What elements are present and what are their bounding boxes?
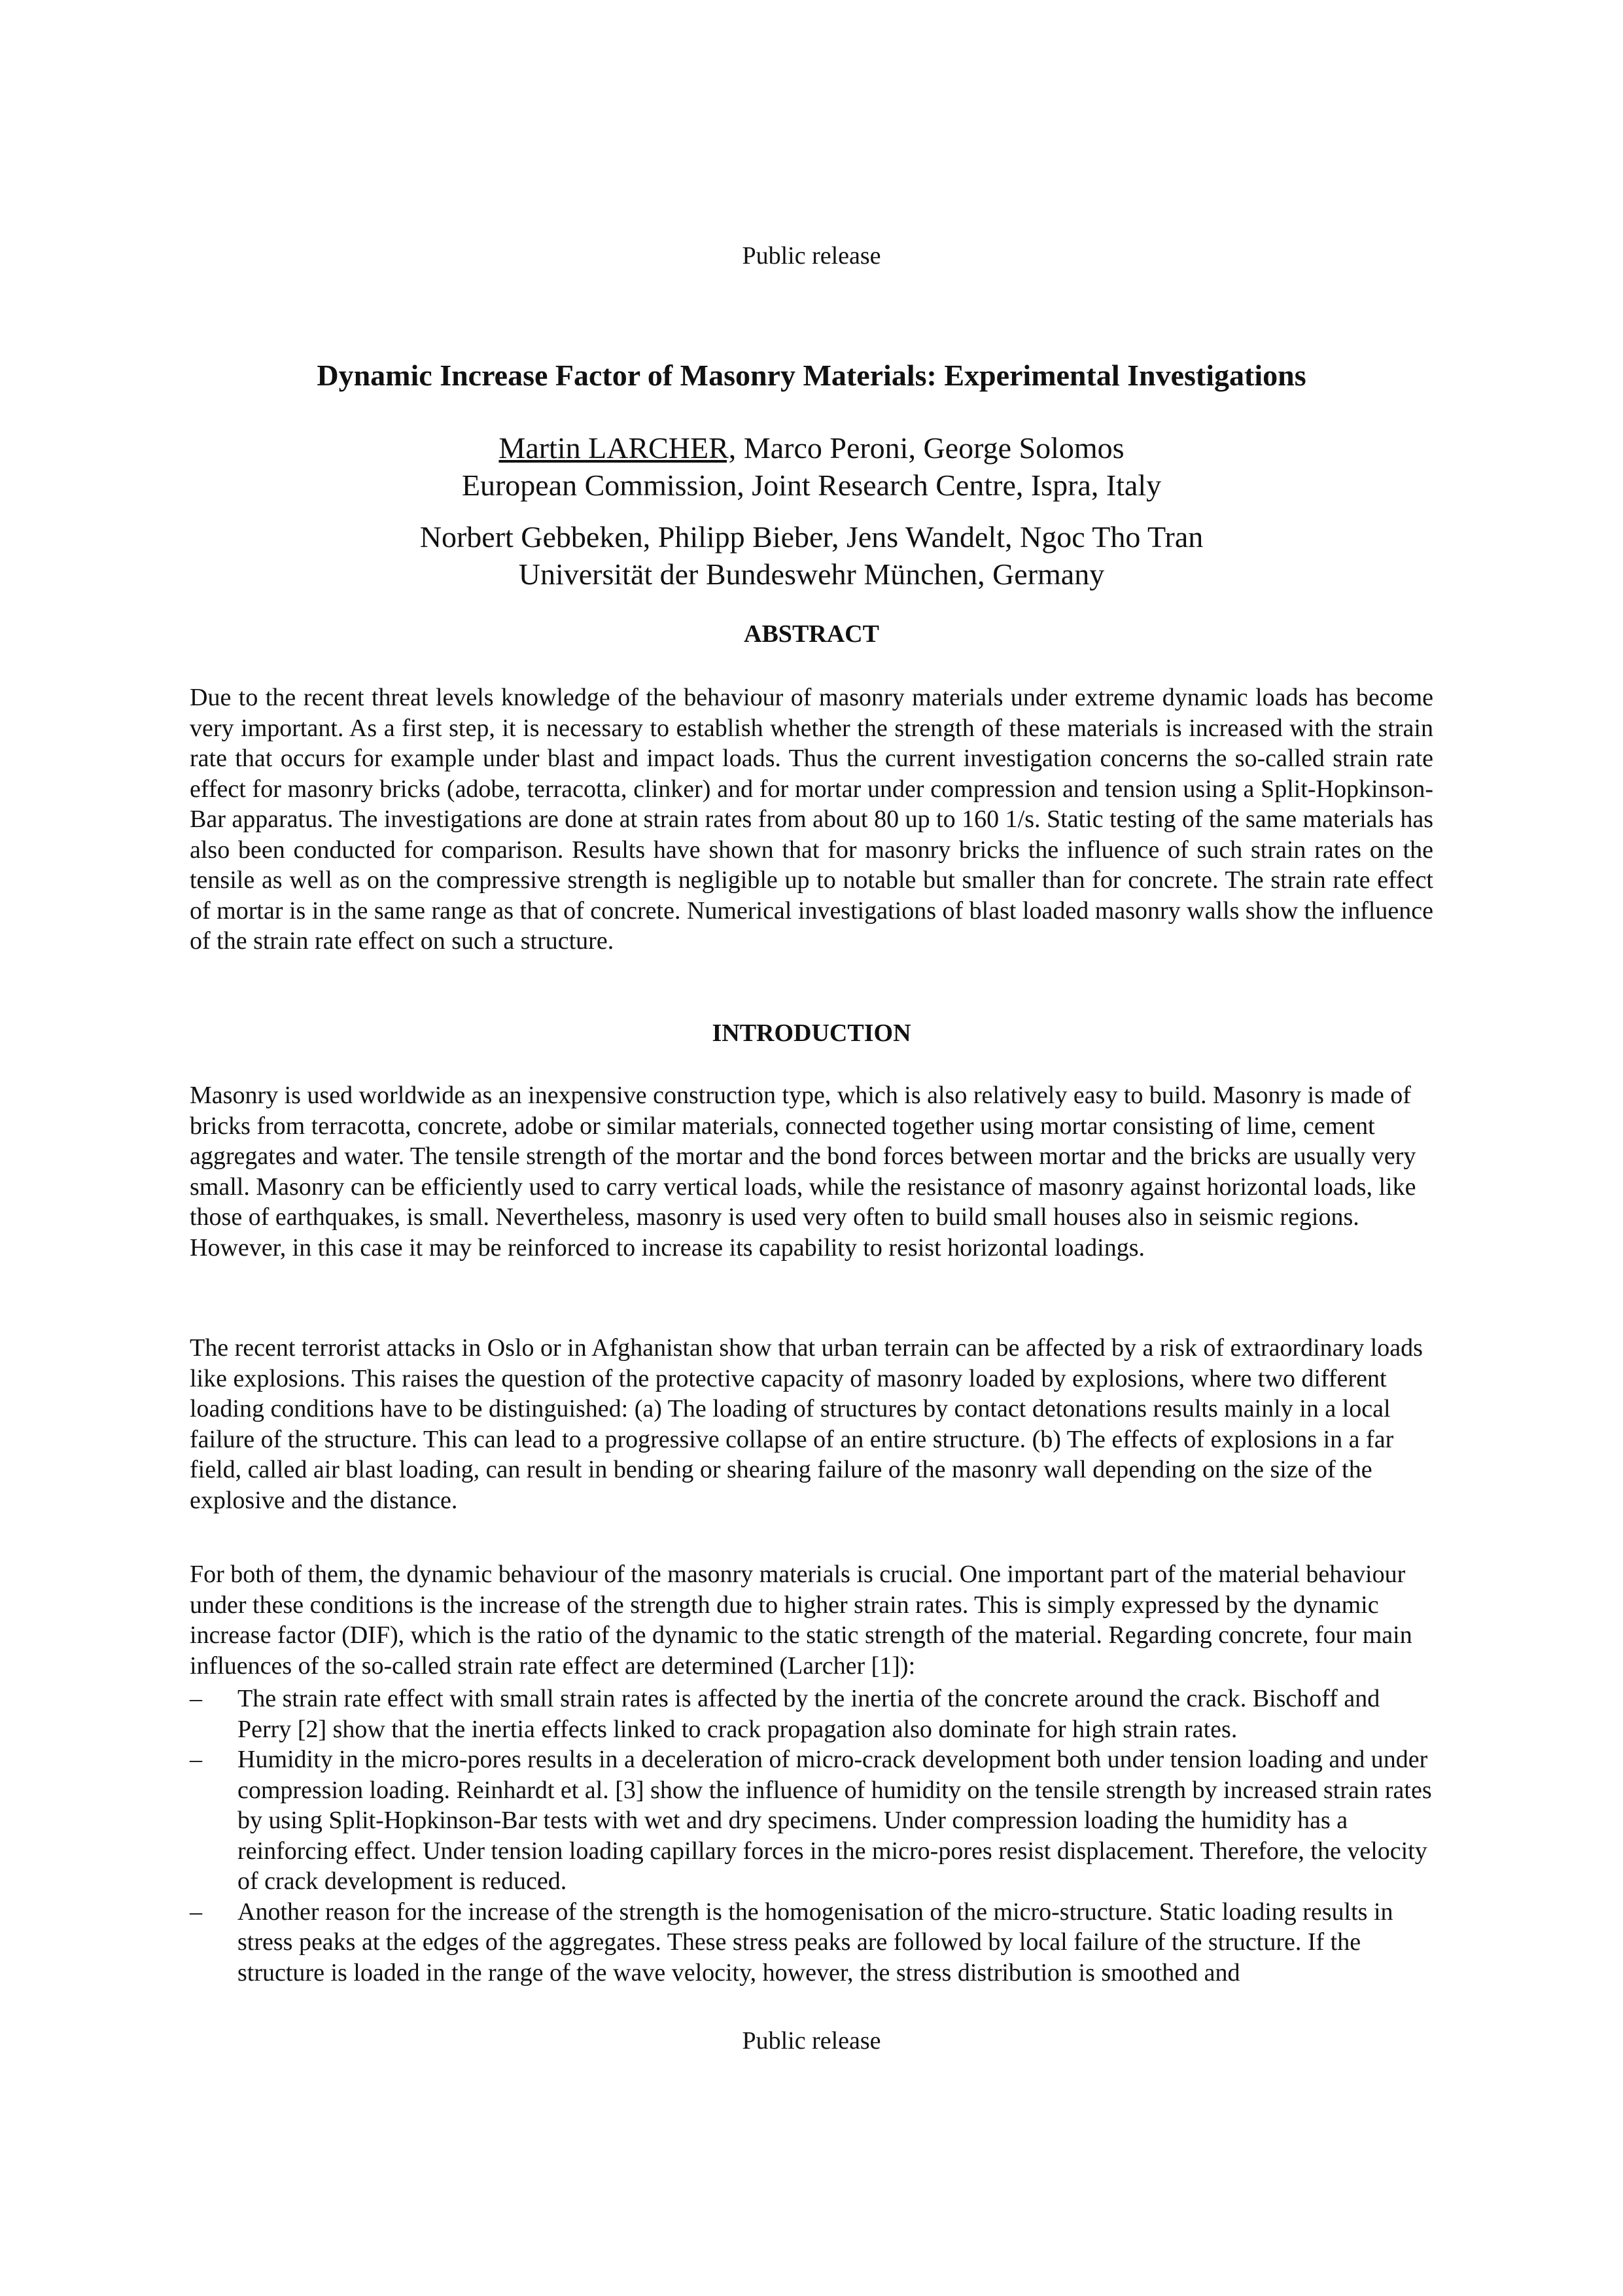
affiliation-2: Universität der Bundeswehr München, Germany <box>518 557 1105 591</box>
list-item-text: Humidity in the micro-pores results in a deceleration of micro-crack development both under tension loading and under compression loading. Reinhardt et al. [3] show the influence of humidity on the tensile strength by increased strain rates by using Split-Hopkinson-Bar tests with wet and dry specimens. Under compression loading the humidity has a reinforcing effect. Under tension loading capillary forces in the micro-pores resist displacement. Therefore, the velocity of crack development is reduced. <box>237 1746 1432 1895</box>
presenting-author: Martin LARCHER, <box>498 431 737 465</box>
abstract-text: Due to the recent threat levels knowledge of the behaviour of masonry materials under extreme dynamic loads has become very important. As a first step, it is necessary to establish whether the strength of these materials is increased with the strain rate that occurs for example under blast and impact loads. Thus the current investigation concerns the so-called strain rate effect for masonry bricks (adobe, terracotta, clinker) and for mortar under compression and tension using a Split-Hopkinson-Bar apparatus. The investigations are done at strain rates from about 80 up to 160 1/s. Static testing of the same materials has also been conducted for comparison. Results have shown that for masonry bricks the influence of such strain rates on the tensile as well as on the compressive strength is negligible up to notable but smaller than for concrete. The strain rate effect of mortar is in the same range as that of concrete. Numerical investigations of blast loaded masonry walls show the influence of the strain rate effect on such a structure. <box>190 684 1433 955</box>
list-item <box>190 1684 1433 1744</box>
abstract-heading: ABSTRACT <box>744 620 879 648</box>
bullet-marker: – <box>190 1746 202 1773</box>
list-item-text: The strain rate effect with small strain rates is affected by the inertia of the concrete around the crack. Bischoff and Perry [2] show that the inertia effects linked to crack propagation also dominate for high strain rates. <box>237 1685 1380 1743</box>
list-item <box>190 1897 1433 1988</box>
intro-paragraph-2: The recent terrorist attacks in Oslo or in Afghanistan show that urban terrain can be affected by a risk of extraordinary loads like explosions. This raises the question of the protective capacity of masonry loaded by explosions, where two different loading conditions have to be distinguished: (a) The loading of structures by contact detonations results mainly in a local failure of the structure. This can lead to a progressive collapse of an entire structure. (b) The effects of explosions in a far field, called air blast loading, can result in bending or shearing failure of the masonry wall depending on the size of the explosive and the distance. <box>190 1334 1423 1514</box>
page-header: Public release <box>742 242 881 270</box>
page-footer: Public release <box>742 2027 881 2055</box>
intro-paragraph-3: For both of them, the dynamic behaviour of the masonry materials is crucial. One important part of the material behaviour under these conditions is the increase of the strength due to higher strain rates. This is simply expressed by the dynamic increase factor (DIF), which is the ratio of the dynamic to the static strength of the material. Regarding concrete, four main influences of the so-called strain rate effect are determined (Larcher [1]): <box>190 1561 1412 1680</box>
author-line-1 <box>190 429 1433 467</box>
author-block <box>190 429 1433 593</box>
list-item-text: Another reason for the increase of the strength is the homogenisation of the micro-structure. Static loading results in stress peaks at the edges of the aggregates. These stress peaks are followed by local failure of the structure. If the structure is loaded in the range of the wave velocity, however, the stress distribution is smoothed and <box>237 1898 1393 1987</box>
paper-title: Dynamic Increase Factor of Masonry Materials: Experimental Investigations <box>317 359 1306 392</box>
affiliation-1: European Commission, Joint Research Centre, Ispra, Italy <box>461 468 1162 502</box>
strain-rate-influences-list <box>190 1684 1433 1988</box>
bullet-marker: – <box>190 1898 202 1926</box>
author-line-2: Norbert Gebbeken, Philipp Bieber, Jens Wandelt, Ngoc Tho Tran <box>419 520 1204 554</box>
bullet-marker: – <box>190 1685 202 1712</box>
intro-paragraph-1: Masonry is used worldwide as an inexpensive construction type, which is also relatively easy to build. Masonry is made of bricks from terracotta, concrete, adobe or similar materials, connected together using mortar consisting of lime, cement aggregates and water. The tensile strength of the mortar and the bond forces between mortar and the bricks are usually very small. Masonry can be efficiently used to carry vertical loads, while the resistance of masonry against horizontal loads, like those of earthquakes, is small. Nevertheless, masonry is used very often to build small houses also in seismic regions. However, in this case it may be reinforced to increase its capability to resist horizontal loadings. <box>190 1082 1416 1262</box>
list-item <box>190 1744 1433 1897</box>
co-authors-1: Marco Peroni, George Solomos <box>736 431 1125 465</box>
introduction-heading: INTRODUCTION <box>712 1019 911 1047</box>
